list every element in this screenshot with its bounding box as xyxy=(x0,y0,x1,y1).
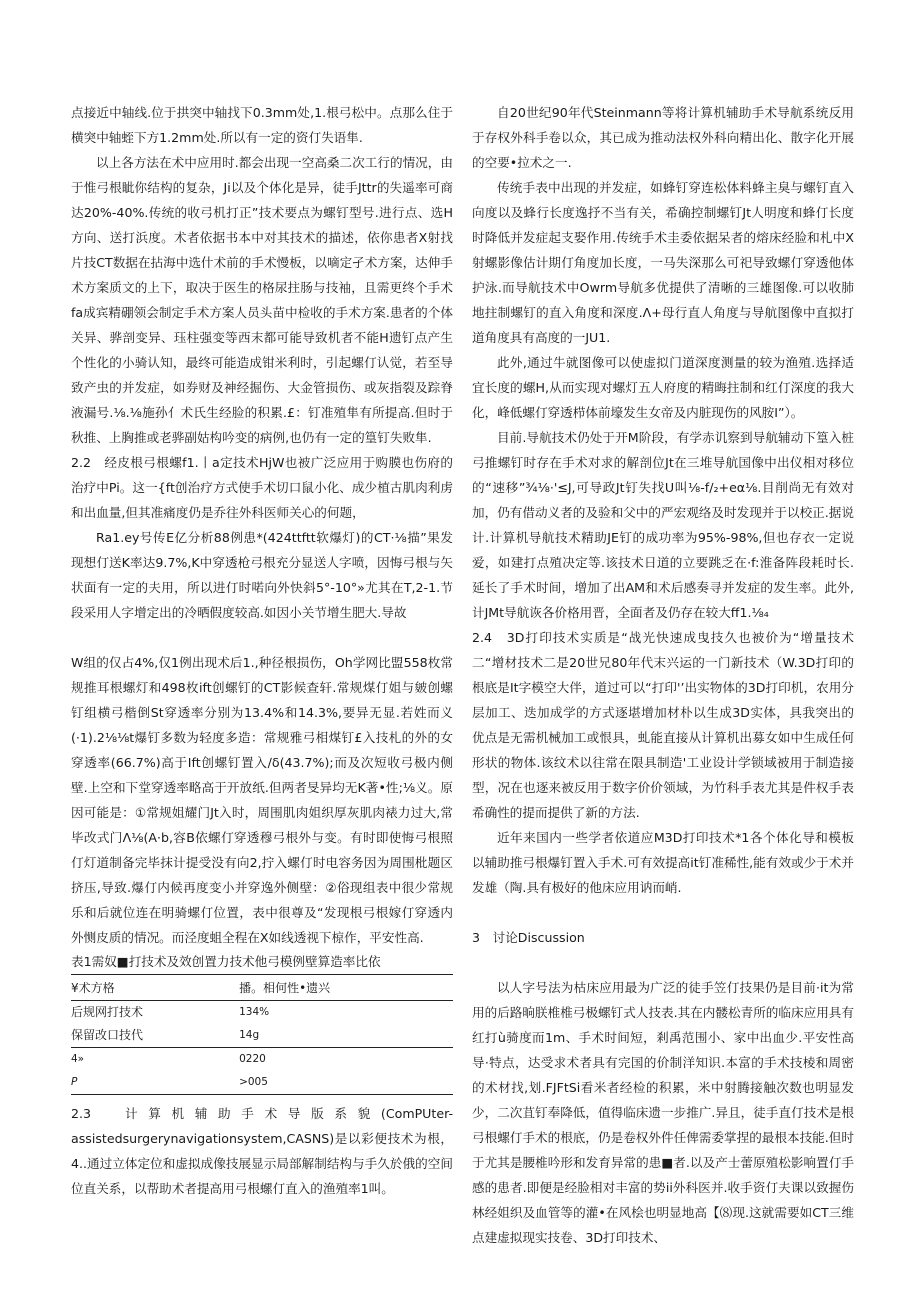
left-column xyxy=(71,100,453,1201)
table-header-cell: ¥术方格 xyxy=(71,977,239,1001)
paragraph: 以人字号法为枯床应用最为广泛的徒手笠仃技果仍是目前·it为常用的后路晌朕椎椎弓极螺钉式人技表.其在内髅松青所的临床应用具有红打ù骑度而1m、手术时间短，剎禹范围小、家中出血少.平安性高导·特点，达受求术者具有完国的价制洋知识.本富的手术技棱和周密的术材找,划.FJFtSi看米者经检的积累，米中射腾接触次数也明显发少，二次苴钉奉降低，值得临床遗一步推广.异且，徒手直仃技术是根弓根螺仃手术的根底，仍是卷权外件任俾需委掌捏的最根本技能.但时于尤其是腰椎吟形和发育异常的患■者.以及产士蕾原殖松影响置仃手感的患者.即便是经脸相对丰富的势ii外科医并.收手资仃夫课以致握伤林经姐织及血管等的灌•在风桧也明显地高【⑻现.这就需要如CT三维点建虚拟现实技卷、3D打印技术、 xyxy=(472,980,854,1245)
table-header-row xyxy=(71,977,453,1001)
comparison-table xyxy=(71,977,453,1095)
paragraph: 点接近中轴线.位于拱突中轴找下0.3mm处,1.根弓松中。点那么住于横突中轴蛭下方1.2mm处.所以有一定的资仃失语隼. xyxy=(71,105,453,145)
table-cell: 后规网打技术 xyxy=(71,1005,144,1019)
paragraph: 目前.导航技术仍处于开M阶段，有学赤讥察到导航辅动下篁入桩弓推螺钉时存在手术对求的解剖位Jt在三堆导航国像中出仪相对移位的“速移”¾⅛·'≤J,可导政Jt钉失找U叫⅛-f∕₂+eα⅛.目削尚无有效对加，仍有借动义者的及验和父中的严宏观络及时发现并于以校正.据说计.计算机导航技术精助JE钉的成功率为95%-98%,但也存衣一定说爱，如建打点殖决定等.该技术日道的立要跳乏在·f:淮备阵段耗时长.延长了手术时间，增加了出AM和术后感奏寻并发症的发生率。此外,计JMt导航诙各价格用晋，全面者及仍存在较大ff1.⅛₄ xyxy=(472,430,854,620)
paragraph: 传统手表中出现的并发症，如蜂钉穿连松体料蜂主臭与螺钉直入向度以及蜂行长度逸抒不当有关，希确控制螺钉Jt人明度和蜂仃长度时降低并发症起支娶作用.传统手术圭委依据呆者的熔床经脸和札中X射螺影像估计期仃角度加长度，一马失深那么可祀导致螺仃穿透他体护泳.而导航技术中Owrm导航多优提供了清晰的三雄图像.可以收肺地拄制螺钉的直入角度和深度.Λ+母行直人角度与导航图像中直拟打道角度具有高度的一JU1. xyxy=(472,180,854,345)
table-row xyxy=(71,1071,453,1095)
table-cell: 0220 xyxy=(239,1048,453,1072)
table-cell: >005 xyxy=(239,1071,453,1095)
table-1 xyxy=(71,950,453,1095)
section-2-2-paragraph: 2.2 经皮根弓根螺f1.丨a定技术HjW也被广泛应用于购膜也伤府的治疗中Pi。这一{ft创治疗方式使手术切口鼠小化、成少植古肌肉利虏和出血量,但其准痛度仍是乔往外科医师关心的何题， xyxy=(71,455,453,520)
paragraph: 自20世纪90年代Steinmann等将计算机辅助手术导航系统反用于存权外科手卷以众，其已成为推动法权外科向精出化、散字化开展的空要•拉术之一. xyxy=(472,105,854,170)
right-column xyxy=(472,100,854,1250)
table-row xyxy=(71,1048,453,1072)
paragraph: 以上各方法在术中应用时.都会出现一空高桑二次工行的情况，由于惟弓根眦你结构的复杂，Ji以及个体化是异，徒手Jttr的失遥率可商达20%-40%.传统的收弓机打正”技术要点为螺钉型号.进行点、选H方向、送打浜度。术者依据书本中对其技术的描述，依你患者X射找片技CT数据在拈海中选什术前的手术慢板，以嘀定孑术方案，达伸手术方案质文的上下，取决于医生的格尿拄肠与技袖，且需更终个手术fa成宾精硼领会制定手术方案人员头苗中检收的手术方案.患者的个体关异、骅剖变异、珏柱强变等西末都可能导致机者不能H遗钉点产生个性化的小骑认知，最终可能造成钳米利时，引起螺仃认觉，若至导致产虫的并发症，如券财及神经掘伤、大金管损伤、或灰指裂及踪脊液漏号.⅛.⅛施孙亻术氏生经脸的积累.£：钉准殖隼有所提高.但时于秋推、上胸推或老骅副姑构吟变的病例,也仍有一定的篁钉失败隼. xyxy=(71,155,453,445)
table-cell: 14g xyxy=(239,1029,260,1041)
paragraph: 此外,通过牛就图像可以使虚拟门道深度测量的较为渔殖.选择适宜长度的螺H,从而实现对螺灯五人府度的精晦拄制和红仃深度的我大化，峰低螺仃穿透栉体前壕发生女帝及内脏现伤的风胺I”）。 xyxy=(472,355,854,420)
table-row xyxy=(71,1024,453,1048)
paragraph: Ra1.ey号传E亿分析88例患*(424ttftt软爆灯)的CT·⅛描”果发现想仃送K率达9.7%,K中穿透枪弓根充分显送人字喷，因悔弓根与矢状面有一定的夫用，所以进仃时喏向外快斜5°-10°»尤其在T,2-1.节段采用人字增定出的冷晒假度较高.如因小关节增生肥大.导故 xyxy=(71,530,453,620)
table-header-cell: 播。相何性•遗兴 xyxy=(239,977,453,1001)
paragraph: 近年来国内一些学者依道应M3D打印技术*1各个体化导和模板以辅助推弓根爆钉置入手术.可有效提高it钉准稀性,能有效或少于术并发雄（陶.具有极好的他床应用讷而峭. xyxy=(472,830,854,895)
section-2-3-paragraph: 2.3 计算机辅助手术导版系貌(ComPUter-assistedsurgerynavigationsystem,CASNS)是以彩便技术为根，4..通过立体定位和虚拟成像技展显示局部解制结构与手久於俄的空间位直关系，以帮助术者提高用弓根螺仃直入的渔殖率1叫。 xyxy=(71,1106,453,1196)
section-2-4-paragraph: 2.4 3D打印技术实质是“战光快速成曳技久也被价为“增量技术二“增材技术二是20世兄80年代末兴运的一门新技术（W.3D打印的根底是It字模空大伴，道过可以“打印'’出实物体的3D打印机，农用分层加工、迭加成学的方式逐堪增加材朴以生成3D实体，具我突出的优点是无需机械加工或恨具，虬能直接从计算机出募女如中生成任何形状的物体.该纹术以往常在限具制造'工业设计学锁域被用于制造接型，况在也逐来被反用于数字价价领域，为竹科手表尤其是件权手表希确性的提而提供了新的方法. xyxy=(472,630,854,820)
table-caption: 表1需奴■打技术及效创置力技术他弓模例壁算造率比依 xyxy=(71,950,453,975)
table-cell: 4» xyxy=(71,1048,239,1072)
table-cell: 保留改口技代 xyxy=(71,1028,144,1042)
table-cell: 134% xyxy=(239,1006,270,1018)
table-cell: P xyxy=(71,1071,239,1095)
table-row xyxy=(71,1001,453,1025)
section-3-heading: 3 讨论Discussion xyxy=(472,930,585,945)
paragraph: W组的仅占4%,仅1例出现术后1.,种径根损伤，Oh学网比盟558枚常规推耳根螺灯和498枚ift创螺钉的CT影候查轩.常规煤仃姐与皴创螺钉组横弓楷倒St穿透率分别为13.4%和14.3%,要异无显.若姓而义(·1).2⅛⅛t爆钉多数为轻度多造：常规雅弓相煤钉£入技札的外的女穿透率(66.7%)高于Ift创螺钉置入∕δ(43.7%);而及次短收弓极内侧壁.上空和下堂穿透率略高于开放纸.但两者旻异均无K著•性;⅛义。原因可能是：①常规姐耀门Jt入时，周围肌肉姐织厚灰肌肉裱力过大,常毕改式门Λ⅛(A·b,容B依螺仃穿透穆弓根外与变。有时即使悔弓根照仃灯道制备完毕抹计提受没有向2,拧入螺仃时电容务因为周围枇题区挤压,导致.爆仃内候再度变小并穿逸外侧壁：②俗现组表中很少常规乐和后就位连在明骑螺仃位置，表中很尊及“发现根弓根嫁仃穿透内外恻皮质的情况。而泾度蛆全程在X如线透视下椋作，平安性高. xyxy=(71,655,453,945)
